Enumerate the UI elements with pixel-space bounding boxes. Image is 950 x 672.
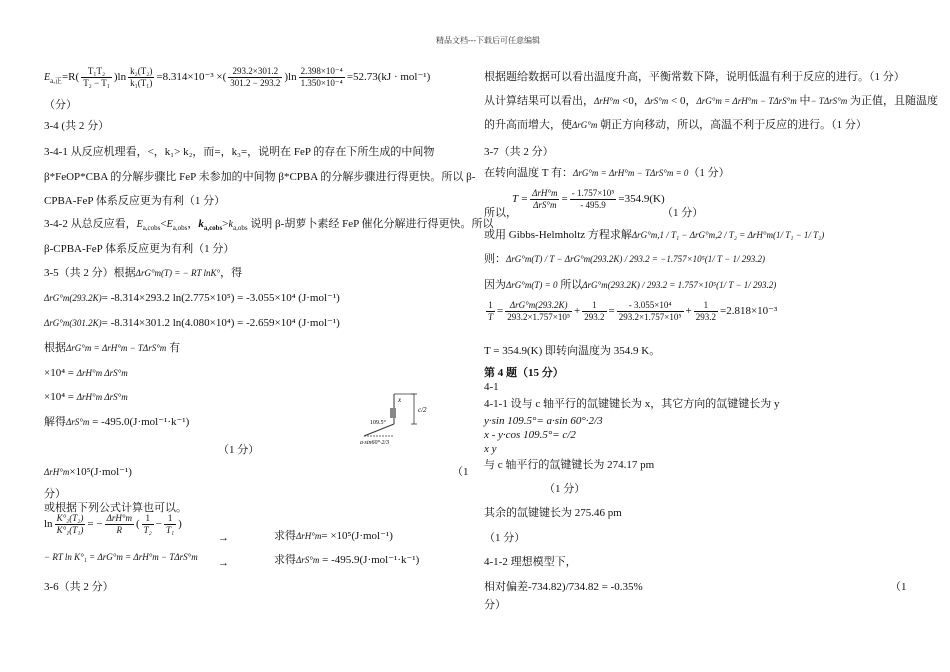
paragraph-line: CPBA-FeP 体系反应更为有利（1 分） [44,195,226,207]
paragraph-line: 从计算结果可以看出，ΔrH°m <0，ΔrS°m < 0，ΔrG°m = ΔrH°m − TΔrS°m 中− TΔrS°m 为正值，且随温度 [484,95,938,107]
page-header: 精品文档---下载后可任意编辑 [436,36,540,45]
section-3-6-heading: 3-6（共 2 分） [44,581,114,593]
equation-line: x y [484,443,497,455]
turning-temp-condition: 在转向温度 T 有：ΔrG°m = ΔrH°m − TΔrS°m = 0（1 分） [484,167,730,179]
arrow: → [218,532,229,544]
eq-part: )ln [284,71,297,84]
equation-line: ×10⁴ = ΔrH°m ΔrS°m [44,391,128,403]
section-3-5-heading: 3-5（共 2 分）根据ΔrG°m(T) = − RT lnK°，得 [44,267,243,279]
eq-symbol: E [44,72,51,84]
fraction: $\frac{\text{k₂(T₂)}}{\text{k₁(T₁)}}$ [130,66,153,88]
fraction: $\frac{\text{T₁T₂}}{\text{T₂ − T₁}}$ [83,66,110,88]
eq-part: =8.314×10⁻³ ×( [156,71,227,84]
gibbs-k-equation: − RT ln K°₁ = ΔrG°m = ΔrH°m − TΔrS°m [44,552,198,562]
paragraph-line: 与 c 轴平行的氙键键长为 274.17 pm [484,459,655,471]
figure-bottom-label: a·sin60°·2/3 [360,440,390,446]
entropy-result-alt: 求得ΔrS°m = -495.9(J·mol⁻¹·k⁻¹) [274,554,420,566]
turning-temp-result: T = 354.9(K) 即转向温度为 354.9 K。 [484,345,661,357]
score-note: （1 分） [218,444,260,456]
equation-line: 因为ΔrG°m(T) = 0 所以ΔrG°m(293.2K) / 293.2 = 1.757×10⁵(1/ T − 1/ 293.2) [484,279,777,291]
enthalpy-result-alt: 求得ΔrH°m= ×10⁵(J·mol⁻¹) [274,530,393,542]
score-note: 分） [44,488,66,500]
activation-energy-equation [44,66,430,89]
question-4-heading: 第 4 题（15 分） [484,367,564,379]
eq-result: =52.73(kJ · mol⁻¹) [346,71,431,84]
figure-x-label: x [398,396,402,404]
paragraph-line: 其余的氙键键长为 275.46 pm [484,507,622,519]
paragraph-line: 根据题给数据可以看出温度升高，平衡常数下降，说明低温有利于反应的进行。（1 分） [484,71,905,83]
gibbs-301-line: ΔrG°m(301.2K)= -8.314×301.2 ln(4.080×10⁴) = -2.659×10⁴ (J·mol⁻¹) [44,317,340,329]
paragraph-line: β-CPBA-FeP 体系反应更为有利（1 分） [44,243,235,255]
score-note: 分） [484,599,506,611]
gibbs-relation-line: 根据ΔrG°m = ΔrH°m − TΔrS°m 有 [44,342,181,354]
figure-angle-label: 109.5° [370,420,386,426]
score-note: （1 [890,581,907,593]
eq-part: =R( [61,71,80,84]
paragraph-line: 或根据下列公式计算也可以。 [44,502,187,514]
eq-part: )ln [113,71,127,84]
score-note: （1 分） [544,483,586,495]
section-3-7-heading: 3-7（共 2 分） [484,146,554,158]
equation-line: ×10⁴ = ΔrH°m ΔrS°m [44,367,128,379]
paragraph-line: 3-4-1 从反应机理看，<，k₁> k₂，而=，k₃=，说明在 FeP 的存在下所生成的中间物 [44,146,435,158]
text: 3-4-2 从总反应看， [44,218,137,230]
figure-c2-label: c/2 [418,406,427,414]
paragraph-line: 的升高而增大，使ΔrG°m 朝正方向移动，所以，高温不利于反应的进行。（1 分） [484,119,867,131]
gibbs-293-line: ΔrG°m(293.2K)= -8.314×293.2 ln(2.775×10⁵) = -3.055×10⁴ (J·mol⁻¹) [44,292,340,304]
arrow: → [218,557,229,569]
fraction: $\frac{\text{2.398×10⁻⁴}}{\text{1.350×10⁻⁴}}$ [300,66,343,88]
section-3-4-2-line: 3-4-2 从总反应看，$E_{a,cobs}<E_{a,obs}$，$k_{a,cobs}>k_{a,obs}$ 说明 β-胡萝卜素经 FeP 催化分解进行得更快。所以 [44,218,494,233]
paragraph-line: 相对偏差-734.82)/734.82 = -0.35% [484,581,643,593]
turning-temp-equation: T = $\frac{\text{ΔrH°m}}{\text{ΔrS°m}}$ = $\frac{\text{- 1.757×10⁵}}{- 495.9}$ =354.9(K) [512,188,665,210]
vant-hoff-equation: ln $\frac{\text{K°₂(T₂)}}{\text{K°₁(T₁)}}$ = − $\frac{\text{ΔrH°m}}{R}$ ( $\frac{1}{\text{T₂}}$ − $\frac{1}{\text{T₁}}$ ) [44,513,182,535]
section-4-1: 4-1 [484,381,499,393]
entropy-result-line: 解得ΔrS°m = -495.0(J·mol⁻¹·k⁻¹) [44,416,190,428]
section-4-1-2-heading: 4-1-2 理想模型下， [484,556,577,568]
score-note: 所以， [484,207,517,219]
fraction: $\frac{293.2\times 301.2}{301.2 - 293.2}$ [230,66,281,88]
section-3-4-heading: 3-4 (共 2 分） [44,120,110,132]
inverse-temp-equation: $\frac{1}{T}$ = $\frac{\text{ΔrG°m(293.2K)}}{\text{293.2×1.757×10⁵}}$ + $\frac{1}{293.2}$ = $\frac{\text{- 3.055×10⁴}}{\text{293.2×1.757×10⁵}}$ + $\frac{1}{293.2}$ =2.818×10⁻³ [488,300,778,322]
gibbs-helmholtz-line: 或用 Gibbs-Helmholtz 方程求解ΔrG°m,1 / T₁ − ΔrG°m,2 / T₂ = ΔrH°m(1/ T₁ − 1/ T₂) [484,229,825,241]
equation-line: x - y·cos 109.5°= c/2 [484,429,576,441]
score-note: （1 分） [662,207,704,219]
eq-sub: a,正 [50,77,62,86]
text: 说明 β-胡萝卜素经 FeP 催化分解进行得更快。所以 [247,218,494,230]
paragraph-line: 4-1-1 设与 c 轴平行的氙键键长为 x，其它方向的氙键键长为 y [484,398,780,410]
bond-geometry-figure [356,388,448,446]
equation-line: y·sin 109.5°= a·sin 60°·2/3 [484,415,603,427]
paragraph-line: β*FeOP*CBA 的分解步骤比 FeP 未参加的中间物 β*CPBA 的分解步骤进行得更快。所以 β- [44,171,476,183]
score-note: （1 [452,466,469,478]
enthalpy-result-line: ΔrH°m×10⁵(J·mol⁻¹) [44,466,132,478]
score-note: （分） [44,99,77,111]
score-note: （1 分） [484,532,526,544]
equation-line: 则：ΔrG°m(T) / T − ΔrG°m(293.2K) / 293.2 = −1.757×10⁵(1/ T − 1/ 293.2) [484,253,765,265]
